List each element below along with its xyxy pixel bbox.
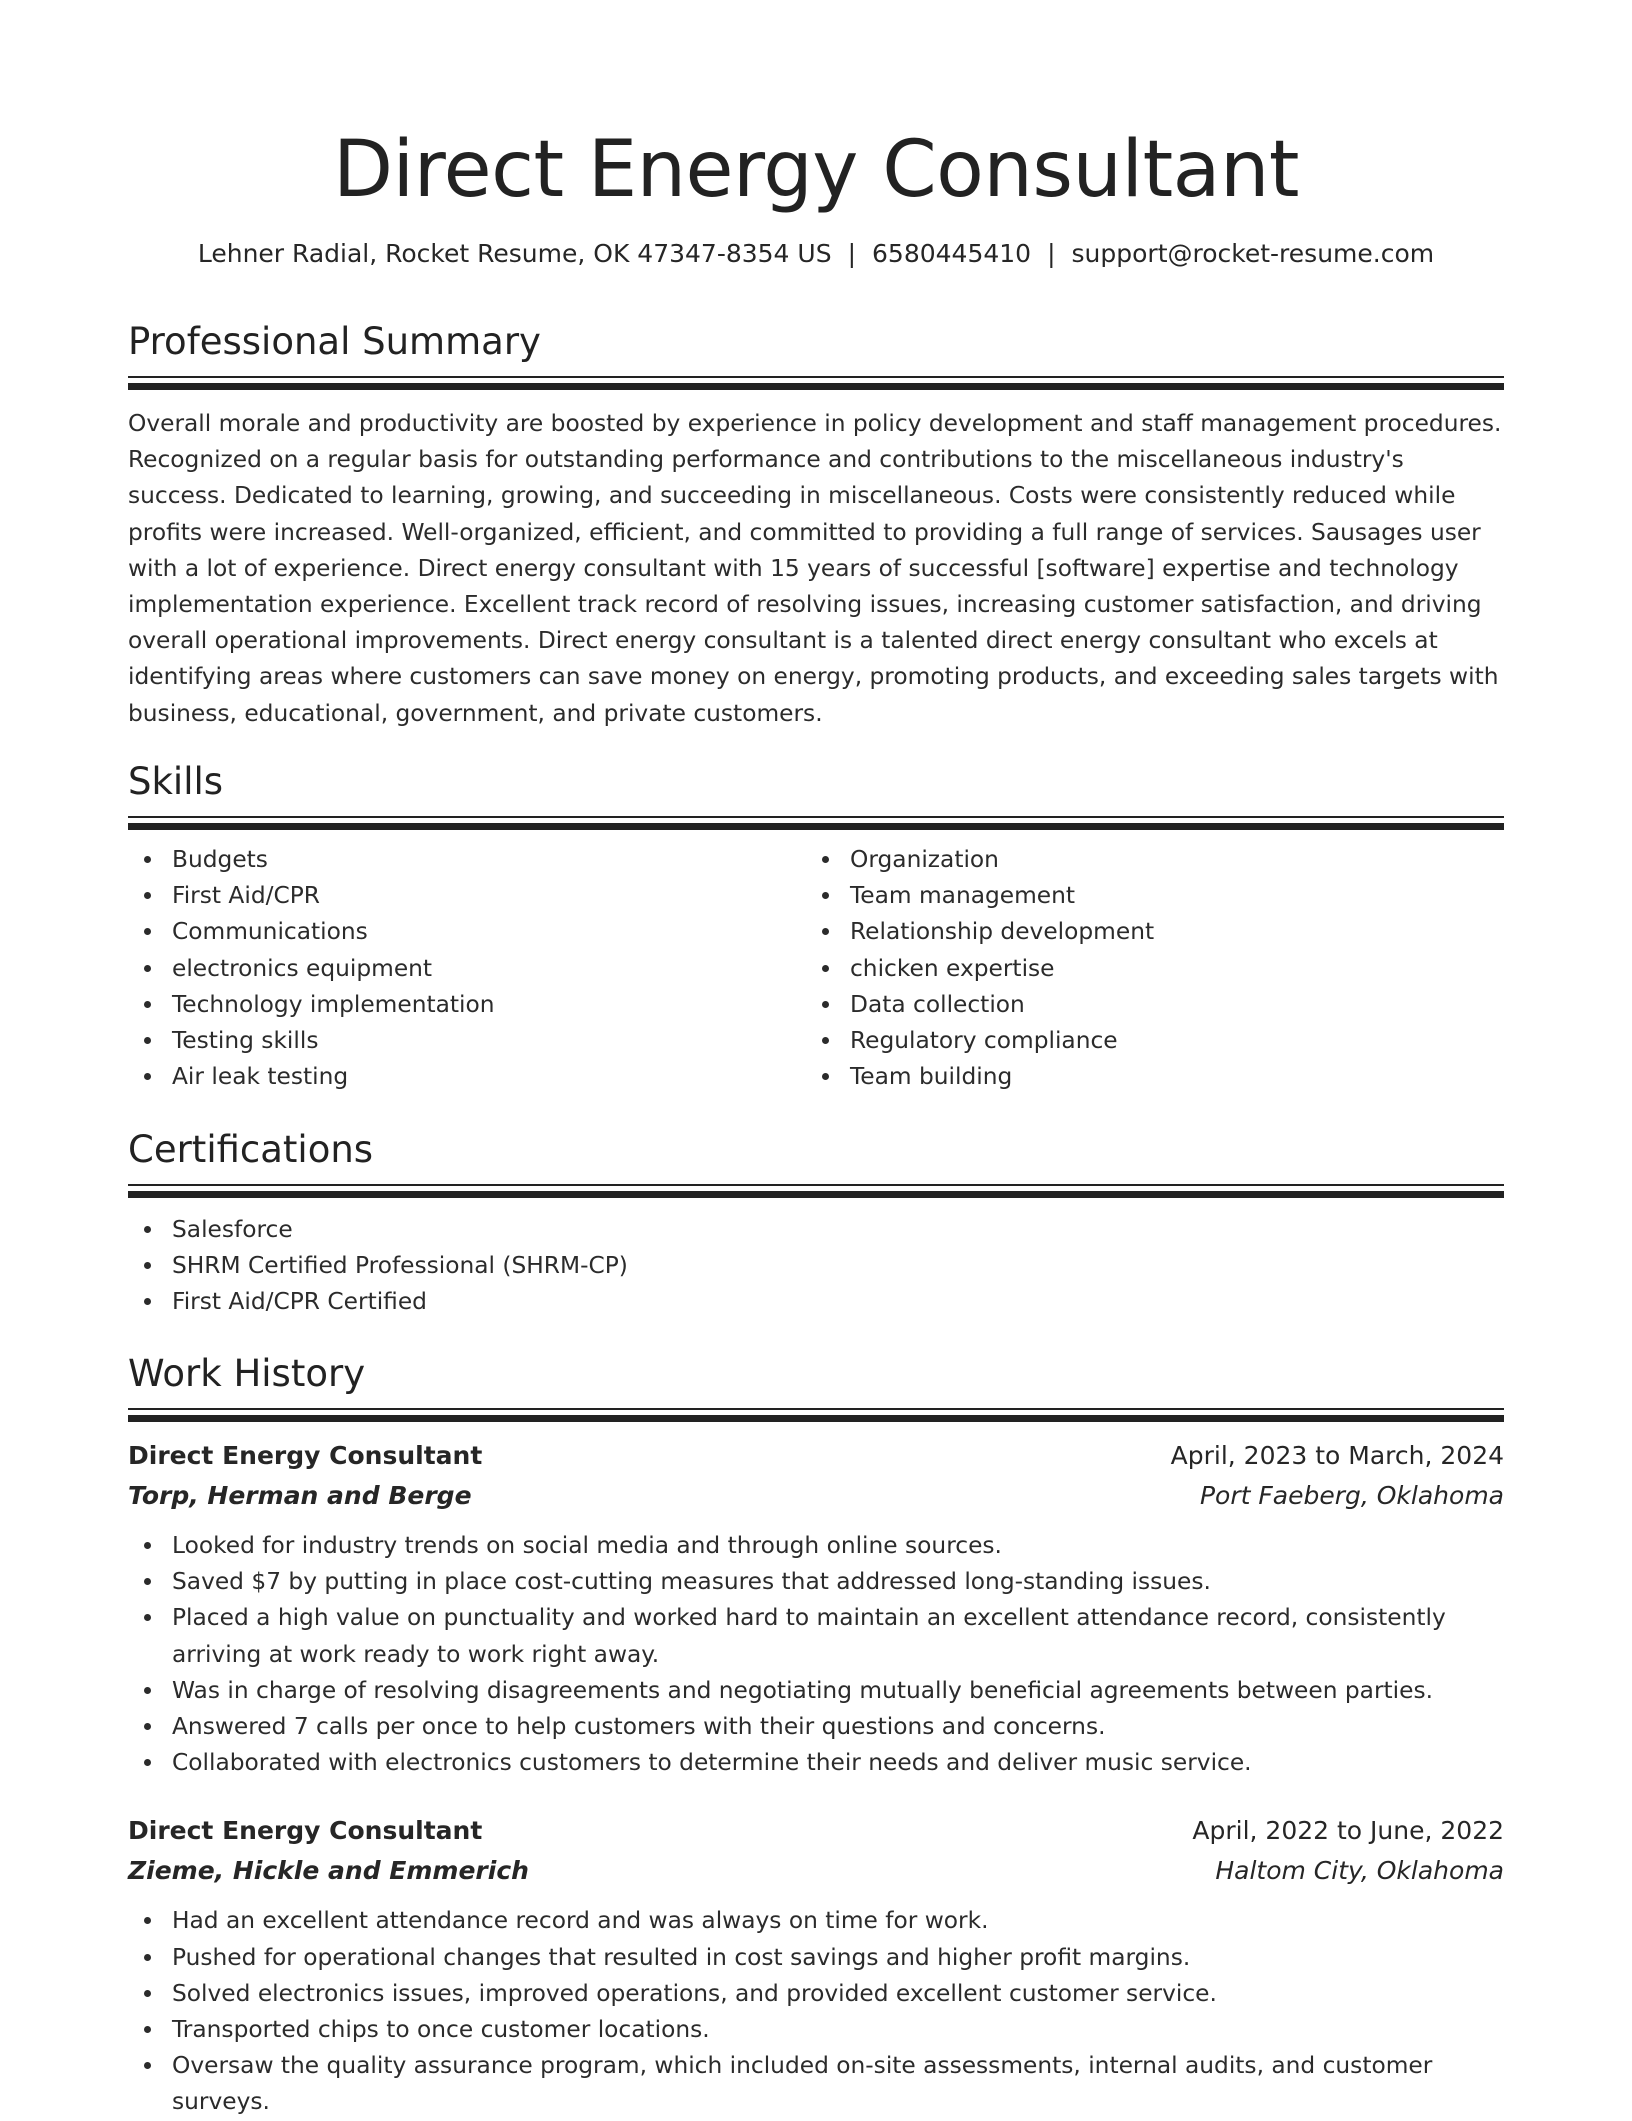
skill-item: Data collection bbox=[806, 987, 1484, 1023]
job-title: Direct Energy Consultant bbox=[128, 1441, 483, 1470]
skill-item: Team management bbox=[806, 878, 1484, 914]
contact-separator: | bbox=[1047, 239, 1056, 268]
skills-columns bbox=[128, 842, 1504, 1095]
skill-item: Technology implementation bbox=[128, 987, 806, 1023]
contact-phone: 6580445410 bbox=[872, 239, 1032, 268]
skill-item: Budgets bbox=[128, 842, 806, 878]
skills-left-list bbox=[128, 842, 806, 1095]
skill-item: Air leak testing bbox=[128, 1059, 806, 1095]
skill-item: Testing skills bbox=[128, 1023, 806, 1059]
job-duty: Solved electronics issues, improved operations, and provided excellent customer service. bbox=[128, 1976, 1504, 2012]
job-subheader bbox=[128, 1851, 1504, 1891]
job-duty: Looked for industry trends on social media and through online sources. bbox=[128, 1528, 1504, 1564]
job-duties-list bbox=[128, 1528, 1504, 1781]
job-duty: Pushed for operational changes that resulted in cost savings and higher profit margins. bbox=[128, 1940, 1504, 1976]
job-duties-list bbox=[128, 1903, 1504, 2120]
section-rule bbox=[128, 1408, 1504, 1422]
job-subheader bbox=[128, 1476, 1504, 1516]
resume-page bbox=[128, 0, 1504, 2116]
skills-right-list bbox=[806, 842, 1484, 1095]
certifications-title: Certifications bbox=[128, 1128, 374, 1171]
skill-item: Organization bbox=[806, 842, 1484, 878]
certification-item: Salesforce bbox=[128, 1212, 1504, 1248]
job-location: Haltom City, Oklahoma bbox=[1215, 1856, 1504, 1886]
contact-email: support@rocket-resume.com bbox=[1071, 239, 1435, 268]
job-duty: Was in charge of resolving disagreements and negotiating mutually beneficial agreements between parties. bbox=[128, 1673, 1504, 1709]
job-header bbox=[128, 1436, 1504, 1476]
certification-item: First Aid/CPR Certified bbox=[128, 1284, 1504, 1320]
contact-line bbox=[128, 238, 1504, 270]
skill-item: Communications bbox=[128, 914, 806, 950]
job-entry bbox=[128, 1436, 1504, 1781]
job-entry bbox=[128, 1811, 1504, 2120]
job-dates: April, 2023 to March, 2024 bbox=[1170, 1441, 1504, 1470]
skill-item: electronics equipment bbox=[128, 951, 806, 987]
job-company: Zieme, Hickle and Emmerich bbox=[128, 1856, 529, 1886]
job-duty: Oversaw the quality assurance program, which included on-site assessments, internal audits, and customer surveys. bbox=[128, 2048, 1504, 2120]
work-history-title: Work History bbox=[128, 1352, 366, 1395]
skill-item: Team building bbox=[806, 1059, 1484, 1095]
section-rule bbox=[128, 1184, 1504, 1198]
job-company: Torp, Herman and Berge bbox=[128, 1481, 472, 1510]
contact-separator: | bbox=[847, 239, 857, 268]
skill-item: Relationship development bbox=[806, 914, 1484, 950]
section-rule bbox=[128, 376, 1504, 390]
summary-title: Professional Summary bbox=[128, 320, 541, 363]
job-duty: Transported chips to once customer locations. bbox=[128, 2012, 1504, 2048]
job-duty: Answered 7 calls per once to help customers with their questions and concerns. bbox=[128, 1709, 1504, 1745]
skills-section bbox=[128, 758, 1504, 1095]
work-history-section bbox=[128, 1350, 1504, 2121]
skill-item: First Aid/CPR bbox=[128, 878, 806, 914]
skills-title: Skills bbox=[128, 760, 224, 803]
skill-item: Regulatory compliance bbox=[806, 1023, 1484, 1059]
job-duty: Placed a high value on punctuality and worked hard to maintain an excellent attendance record, consistently arriving at work ready to work right away. bbox=[128, 1600, 1504, 1672]
skill-item: chicken expertise bbox=[806, 951, 1484, 987]
certifications-section bbox=[128, 1126, 1504, 1321]
certification-item: SHRM Certified Professional (SHRM-CP) bbox=[128, 1248, 1504, 1284]
job-title: Direct Energy Consultant bbox=[128, 1816, 483, 1846]
job-duty: Saved $7 by putting in place cost-cutting measures that addressed long-standing issues. bbox=[128, 1564, 1504, 1600]
job-duty: Collaborated with electronics customers to determine their needs and deliver music service. bbox=[128, 1745, 1504, 1781]
section-rule bbox=[128, 816, 1504, 830]
summary-text: Overall morale and productivity are boosted by experience in policy development and staff management procedures. Recognized on a regular basis for outstanding performance and contributions to the miscellaneous industry's success. Dedicated to learning, growing, and succeeding in miscellaneous. Costs were consistently reduced while profits were increased. Well-organized, efficient, and committed to providing a full range of services. Sausages user with a lot of experience. Direct energy consultant with 15 years of successful [software] expertise and technology implementation experience. Excellent track record of resolving issues, increasing customer satisfaction, and driving overall operational improvements. Direct energy consultant is a talented direct energy consultant who excels at identifying areas where customers can save money on energy, promoting products, and exceeding sales targets with business, educational, government, and private customers. bbox=[128, 410, 1502, 727]
job-header bbox=[128, 1811, 1504, 1851]
job-location: Port Faeberg, Oklahoma bbox=[1199, 1481, 1504, 1510]
job-dates: April, 2022 to June, 2022 bbox=[1192, 1816, 1504, 1846]
job-duty: Had an excellent attendance record and was always on time for work. bbox=[128, 1903, 1504, 1939]
summary-section bbox=[128, 318, 1504, 732]
contact-address: Lehner Radial, Rocket Resume, OK 47347-8354 US bbox=[197, 239, 832, 268]
resume-name: Direct Energy Consultant bbox=[333, 125, 1299, 215]
certifications-list bbox=[128, 1212, 1504, 1321]
